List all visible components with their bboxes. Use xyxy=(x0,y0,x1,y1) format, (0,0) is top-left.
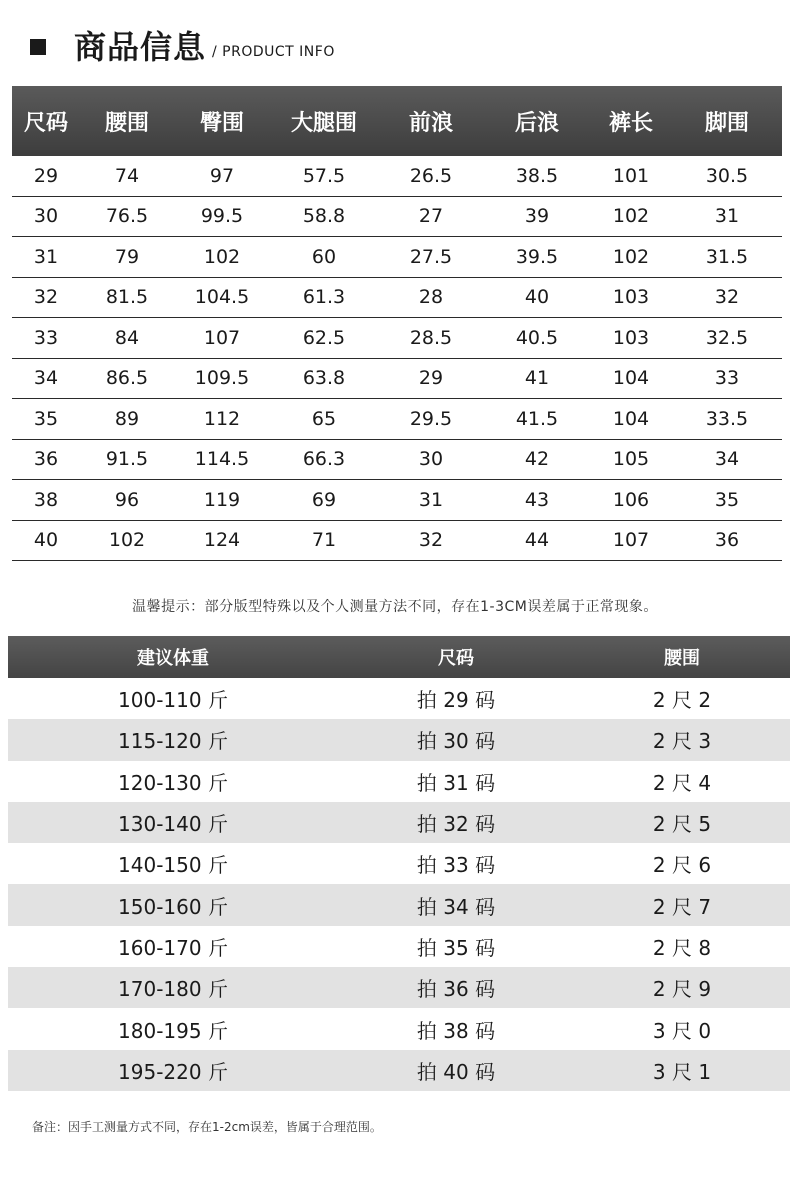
table-cell: 79 xyxy=(114,245,140,268)
table-cell: 103 xyxy=(612,286,650,309)
size-col-header: 脚围 xyxy=(704,110,749,136)
weight-table xyxy=(8,636,790,1091)
square-bullet-icon xyxy=(30,39,46,55)
size-col-header: 臀围 xyxy=(199,110,244,136)
weight-col-header: 尺码 xyxy=(438,648,474,669)
table-row xyxy=(8,802,790,843)
table-row xyxy=(12,399,782,440)
table-cell: 2 尺 6 xyxy=(652,853,712,878)
table-cell: 104.5 xyxy=(194,286,250,309)
table-cell: 38 xyxy=(33,488,59,511)
table-cell: 27 xyxy=(418,205,444,228)
table-cell: 160-170 斤 xyxy=(118,935,228,960)
size-table-header xyxy=(12,86,782,156)
table-row xyxy=(12,480,782,521)
footnote-text: 备注：因手工测量方式不同，存在1-2cm误差，皆属于合理范围。 xyxy=(32,1120,382,1134)
size-col-header: 腰围 xyxy=(104,110,149,136)
table-cell: 97 xyxy=(209,164,235,187)
table-cell: 39.5 xyxy=(515,245,559,268)
table-cell: 2 尺 5 xyxy=(652,812,712,837)
table-row xyxy=(8,1008,790,1049)
table-cell: 100-110 斤 xyxy=(118,688,228,713)
table-cell: 62.5 xyxy=(302,326,346,349)
table-cell: 拍 33 码 xyxy=(416,853,496,878)
table-cell: 105 xyxy=(612,448,650,471)
table-cell: 96 xyxy=(114,488,140,511)
table-cell: 41.5 xyxy=(515,407,559,430)
table-cell: 44 xyxy=(524,529,550,552)
table-cell: 40 xyxy=(524,286,550,309)
table-cell: 28 xyxy=(418,286,444,309)
table-row xyxy=(8,967,790,1008)
table-cell: 107 xyxy=(612,529,650,552)
table-row xyxy=(12,197,782,238)
table-row xyxy=(8,719,790,760)
section-subtitle: / PRODUCT INFO xyxy=(212,44,335,60)
table-cell: 71 xyxy=(311,529,337,552)
table-cell: 30 xyxy=(33,205,59,228)
table-cell: 107 xyxy=(203,326,241,349)
table-cell: 31 xyxy=(33,245,59,268)
weight-col-header: 建议体重 xyxy=(137,648,209,669)
table-cell: 104 xyxy=(612,367,650,390)
table-cell: 40 xyxy=(33,529,59,552)
table-cell: 60 xyxy=(311,245,337,268)
table-cell: 拍 40 码 xyxy=(416,1059,496,1084)
table-cell: 99.5 xyxy=(200,205,244,228)
table-cell: 33 xyxy=(714,367,740,390)
table-cell: 89 xyxy=(114,407,140,430)
table-cell: 119 xyxy=(203,488,241,511)
table-cell: 36 xyxy=(33,448,59,471)
table-row xyxy=(12,237,782,278)
table-cell: 拍 34 码 xyxy=(416,894,496,919)
table-cell: 2 尺 8 xyxy=(652,935,712,960)
table-cell: 140-150 斤 xyxy=(118,853,228,878)
table-cell: 120-130 斤 xyxy=(118,770,228,795)
table-row xyxy=(8,678,790,719)
table-row xyxy=(8,884,790,925)
table-cell: 39 xyxy=(524,205,550,228)
table-cell: 101 xyxy=(612,164,650,187)
table-cell: 84 xyxy=(114,326,140,349)
table-cell: 35 xyxy=(33,407,59,430)
table-cell: 拍 38 码 xyxy=(416,1018,496,1043)
table-cell: 拍 31 码 xyxy=(416,770,496,795)
table-row xyxy=(12,318,782,359)
table-cell: 29 xyxy=(33,164,59,187)
table-cell: 102 xyxy=(203,245,241,268)
table-row xyxy=(8,1050,790,1091)
weight-col-header: 腰围 xyxy=(664,648,700,669)
section-header xyxy=(30,20,335,70)
table-cell: 31 xyxy=(714,205,740,228)
table-cell: 106 xyxy=(612,488,650,511)
table-cell: 29.5 xyxy=(409,407,453,430)
table-cell: 102 xyxy=(612,205,650,228)
size-col-header: 后浪 xyxy=(514,110,559,136)
table-cell: 32.5 xyxy=(705,326,749,349)
size-col-header: 大腿围 xyxy=(290,110,357,136)
size-col-header: 尺码 xyxy=(23,110,68,136)
table-row xyxy=(12,156,782,197)
table-row xyxy=(12,278,782,319)
table-cell: 81.5 xyxy=(105,286,149,309)
table-cell: 拍 30 码 xyxy=(416,729,496,754)
table-cell: 112 xyxy=(203,407,241,430)
table-cell: 34 xyxy=(33,367,59,390)
table-cell: 26.5 xyxy=(409,164,453,187)
table-cell: 41 xyxy=(524,367,550,390)
table-cell: 42 xyxy=(524,448,550,471)
table-cell: 66.3 xyxy=(302,448,346,471)
table-cell: 102 xyxy=(108,529,146,552)
table-cell: 32 xyxy=(418,529,444,552)
size-table xyxy=(12,86,782,561)
table-cell: 57.5 xyxy=(302,164,346,187)
table-cell: 115-120 斤 xyxy=(118,729,228,754)
table-cell: 29 xyxy=(418,367,444,390)
table-cell: 86.5 xyxy=(105,367,149,390)
table-cell: 36 xyxy=(714,529,740,552)
table-cell: 30 xyxy=(418,448,444,471)
table-cell: 32 xyxy=(33,286,59,309)
table-cell: 65 xyxy=(311,407,337,430)
table-cell: 3 尺 1 xyxy=(652,1059,712,1084)
table-cell: 33.5 xyxy=(705,407,749,430)
table-cell: 61.3 xyxy=(302,286,346,309)
table-cell: 31 xyxy=(418,488,444,511)
table-row xyxy=(12,521,782,562)
table-cell: 76.5 xyxy=(105,205,149,228)
table-cell: 34 xyxy=(714,448,740,471)
size-table-body xyxy=(12,156,782,561)
table-cell: 3 尺 0 xyxy=(652,1018,712,1043)
table-cell: 124 xyxy=(203,529,241,552)
size-col-header: 前浪 xyxy=(408,110,453,136)
table-row xyxy=(8,761,790,802)
table-cell: 91.5 xyxy=(105,448,149,471)
table-cell: 2 尺 9 xyxy=(652,977,712,1002)
weight-table-body xyxy=(8,678,790,1091)
table-cell: 69 xyxy=(311,488,337,511)
table-cell: 114.5 xyxy=(194,448,250,471)
table-row xyxy=(8,843,790,884)
table-cell: 2 尺 2 xyxy=(652,688,712,713)
table-cell: 195-220 斤 xyxy=(118,1059,228,1084)
table-cell: 58.8 xyxy=(302,205,346,228)
table-cell: 拍 35 码 xyxy=(416,935,496,960)
table-cell: 33 xyxy=(33,326,59,349)
table-cell: 27.5 xyxy=(409,245,453,268)
table-cell: 30.5 xyxy=(705,164,749,187)
table-cell: 180-195 斤 xyxy=(118,1018,228,1043)
table-cell: 63.8 xyxy=(302,367,346,390)
table-cell: 150-160 斤 xyxy=(118,894,228,919)
table-row xyxy=(8,926,790,967)
table-cell: 38.5 xyxy=(515,164,559,187)
weight-table-header xyxy=(8,636,790,678)
table-cell: 40.5 xyxy=(515,326,559,349)
table-cell: 拍 36 码 xyxy=(416,977,496,1002)
section-title: 商品信息 xyxy=(74,28,207,66)
table-cell: 31.5 xyxy=(705,245,749,268)
table-cell: 43 xyxy=(524,488,550,511)
table-cell: 拍 29 码 xyxy=(416,688,496,713)
table-cell: 130-140 斤 xyxy=(118,812,228,837)
table-row xyxy=(12,359,782,400)
table-cell: 拍 32 码 xyxy=(416,812,496,837)
notice-text: 温馨提示：部分版型特殊以及个人测量方法不同，存在1-3CM误差属于正常现象。 xyxy=(132,599,658,615)
table-cell: 28.5 xyxy=(409,326,453,349)
table-cell: 2 尺 3 xyxy=(652,729,712,754)
table-cell: 2 尺 7 xyxy=(652,894,712,919)
table-cell: 102 xyxy=(612,245,650,268)
table-cell: 32 xyxy=(714,286,740,309)
table-cell: 2 尺 4 xyxy=(652,770,712,795)
table-row xyxy=(12,440,782,481)
table-cell: 109.5 xyxy=(194,367,250,390)
size-col-header: 裤长 xyxy=(608,110,653,136)
table-cell: 74 xyxy=(114,164,140,187)
table-cell: 170-180 斤 xyxy=(118,977,228,1002)
table-cell: 104 xyxy=(612,407,650,430)
table-cell: 35 xyxy=(714,488,740,511)
table-cell: 103 xyxy=(612,326,650,349)
